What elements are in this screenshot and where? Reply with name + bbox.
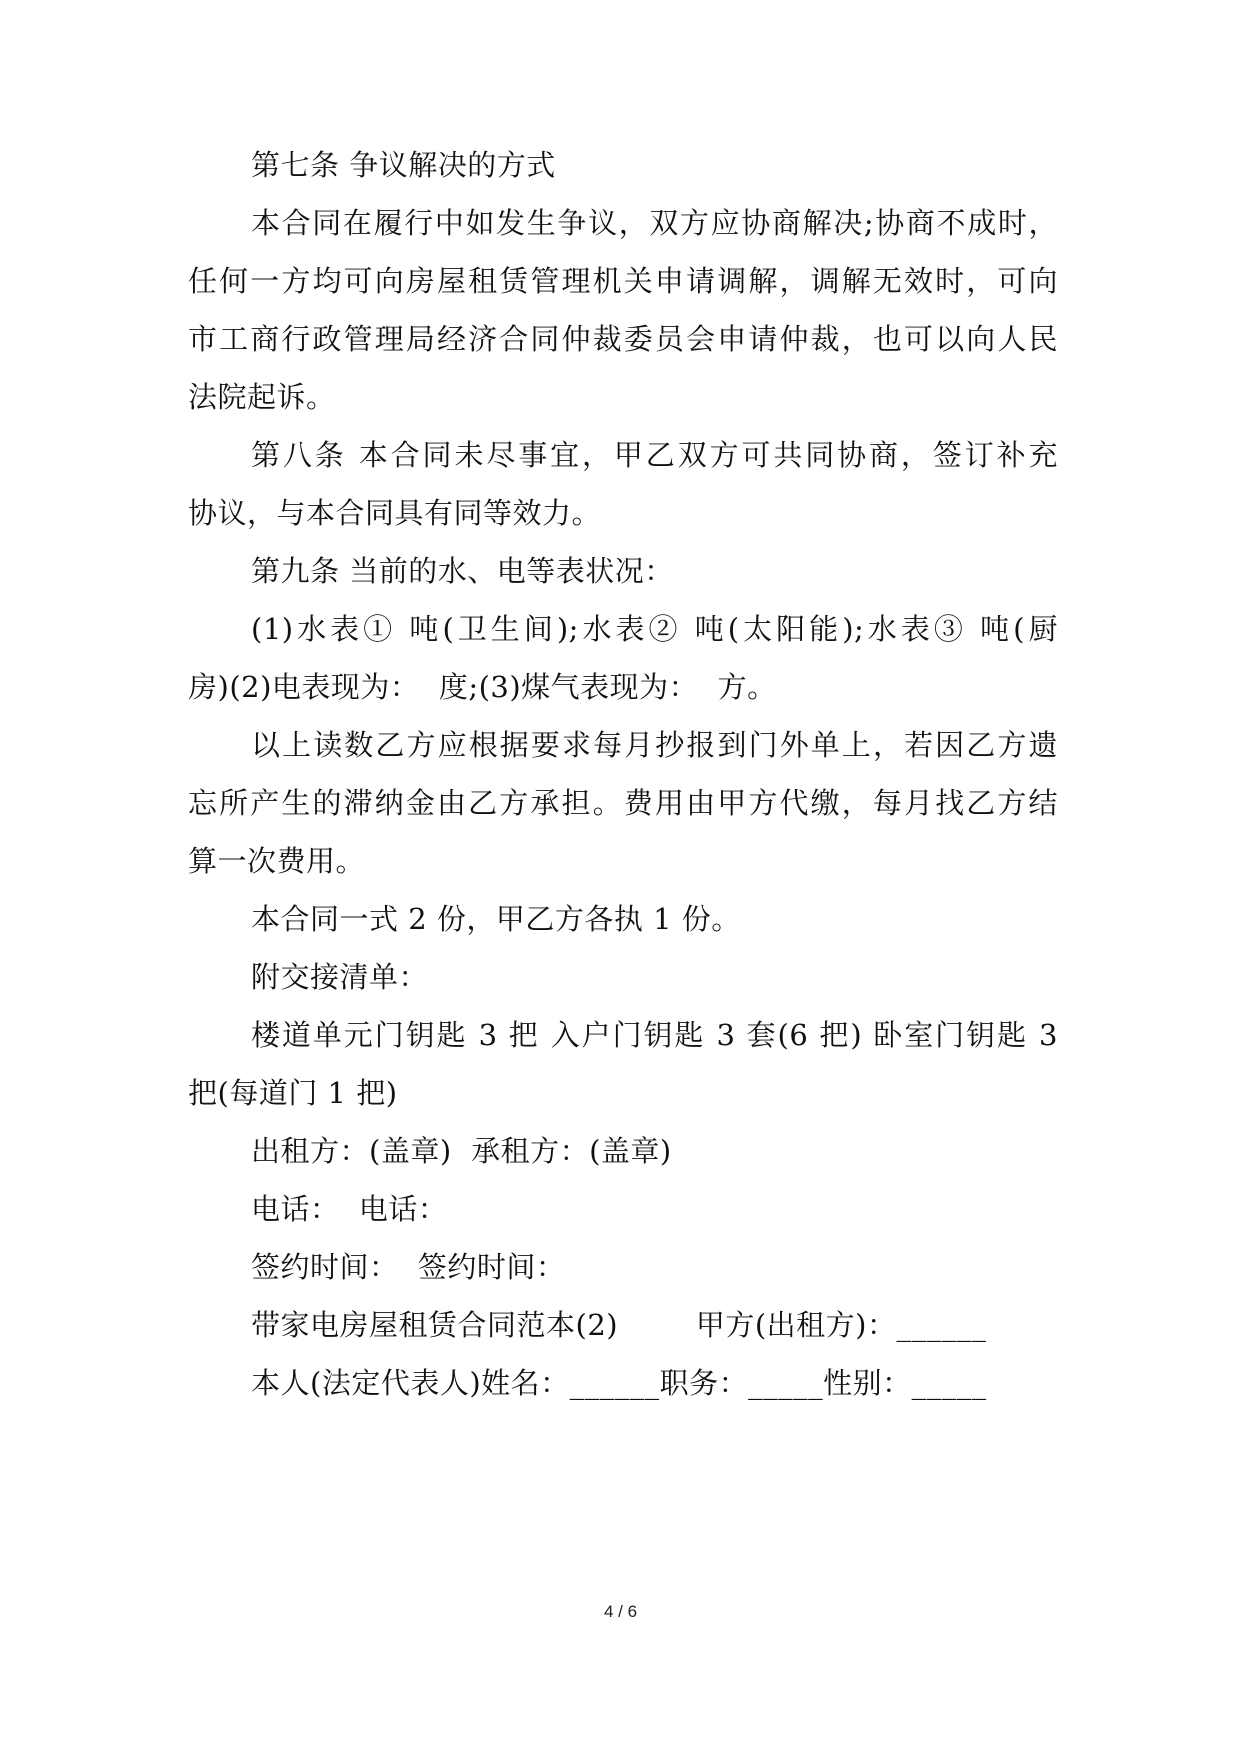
- meter-readings-line: 房)(2)电表现为： 度;(3)煤气表现为： 方。: [188, 670, 777, 704]
- paragraph-line: 忘所产生的滞纳金由乙方承担。费用由甲方代缴，每月找乙方结: [188, 786, 1058, 820]
- paragraph-line: 算一次费用。: [188, 844, 366, 878]
- phone-line: 电话： 电话：: [251, 1192, 448, 1226]
- signing-date-line: 签约时间： 签约时间：: [251, 1250, 566, 1284]
- signature-seal-line: 出租方：(盖章) 承租方：(盖章): [251, 1134, 672, 1168]
- party-info-line: 本人(法定代表人)姓名：______职务：_____性别：_____: [251, 1366, 987, 1400]
- article-8-line: 第八条 本合同未尽事宜，甲乙双方可共同协商，签订补充: [251, 438, 1058, 472]
- paragraph-line: 本合同在履行中如发生争议，双方应协商解决;协商不成时，: [251, 206, 1058, 240]
- paragraph-line: 法院起诉。: [188, 380, 336, 414]
- paragraph-line: 市工商行政管理局经济合同仲裁委员会申请仲裁，也可以向人民: [188, 322, 1058, 356]
- meter-readings-line: (1)水表① 吨(卫生间);水表② 吨(太阳能);水表③ 吨(厨: [251, 612, 1058, 646]
- paragraph-line: 以上读数乙方应根据要求每月抄报到门外单上，若因乙方遗: [251, 728, 1058, 762]
- article-7-heading: 第七条 争议解决的方式: [251, 148, 556, 182]
- handover-list-heading: 附交接清单：: [251, 960, 429, 994]
- paragraph-line: 协议，与本合同具有同等效力。: [188, 496, 602, 530]
- page-number: 4 / 6: [603, 1602, 638, 1621]
- contract-title-line: 带家电房屋租赁合同范本(2) 甲方(出租方)：______: [251, 1308, 987, 1342]
- keys-line: 把(每道门 1 把): [188, 1076, 398, 1110]
- keys-line: 楼道单元门钥匙 3 把 入户门钥匙 3 套(6 把) 卧室门钥匙 3: [251, 1018, 1058, 1052]
- paragraph-line: 任何一方均可向房屋租赁管理机关申请调解，调解无效时，可向: [188, 264, 1058, 298]
- copies-line: 本合同一式 2 份，甲乙方各执 1 份。: [251, 902, 741, 936]
- article-9-heading: 第九条 当前的水、电等表状况：: [251, 554, 674, 588]
